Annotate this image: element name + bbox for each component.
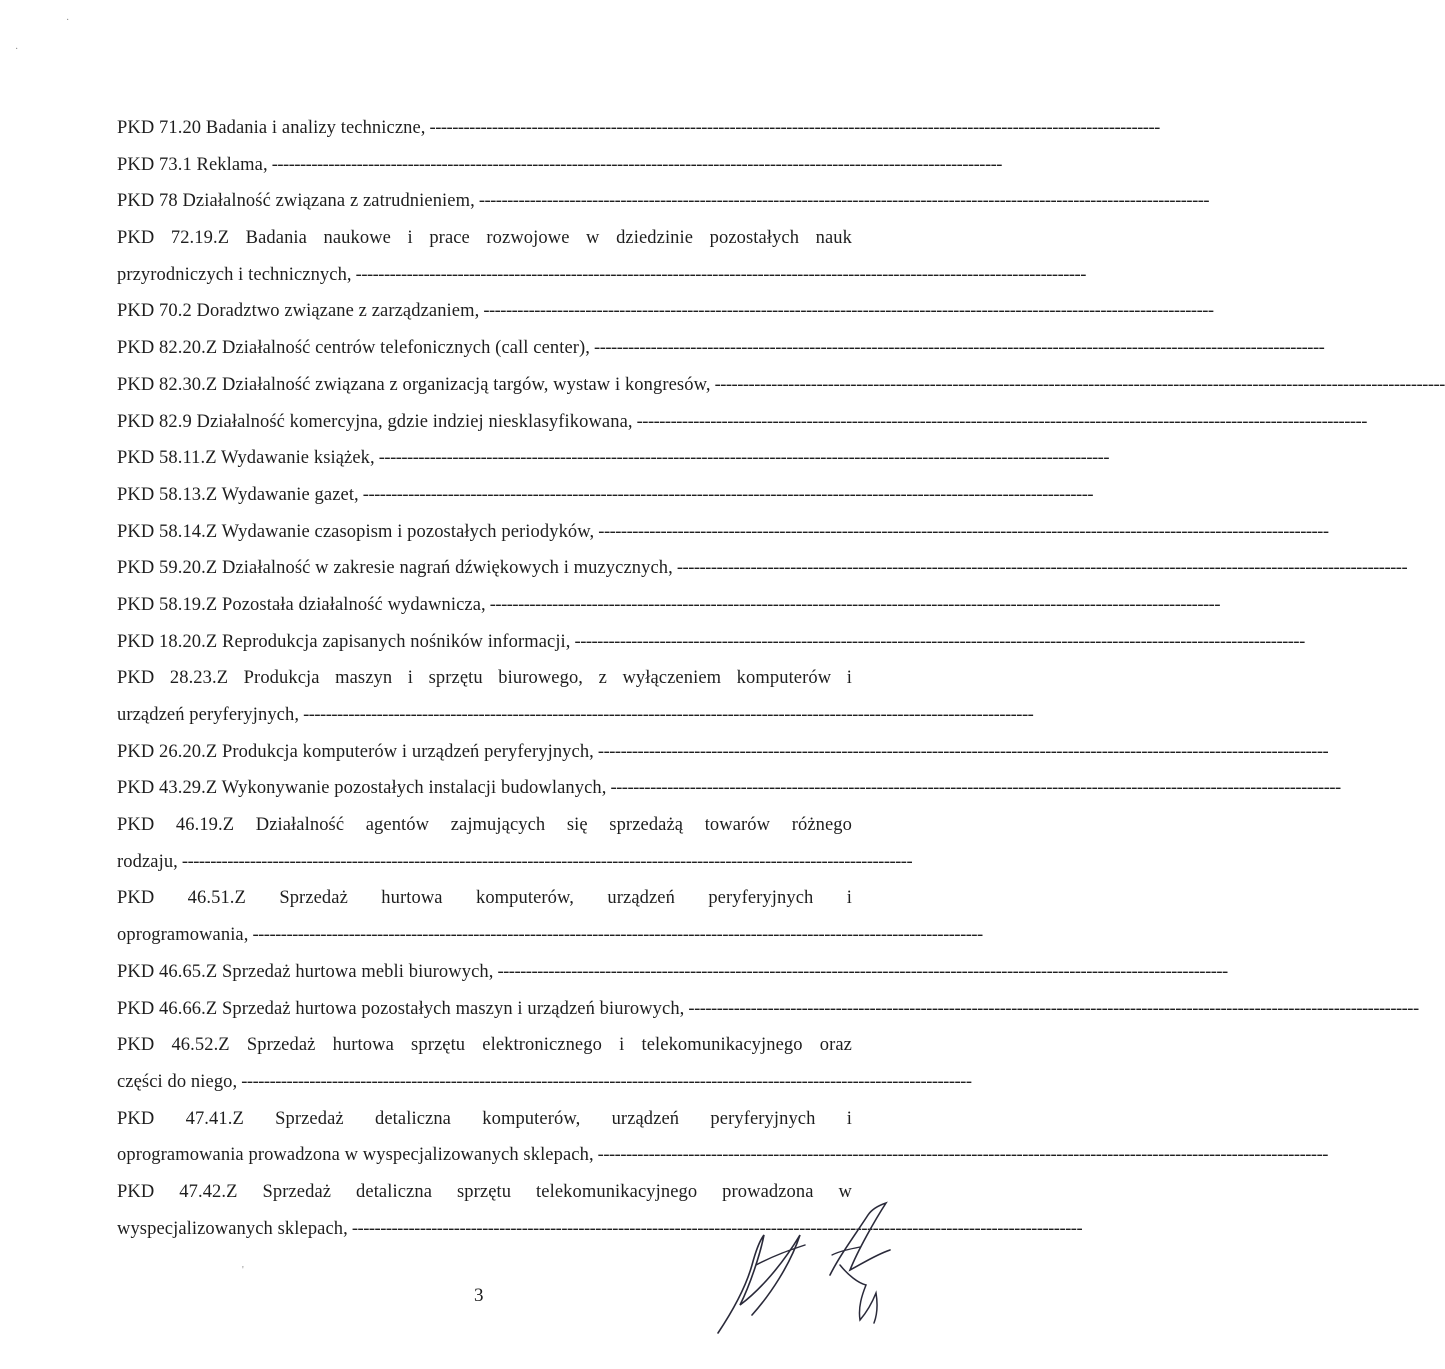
pkd-entry-line: [117, 587, 1220, 624]
dash-leader: ---------------------------------------------------------------------------------------------------------------------------------: [574, 631, 1305, 652]
pkd-entry-line: [117, 330, 1325, 367]
dash-leader: ---------------------------------------------------------------------------------------------------------------------------------: [362, 484, 1094, 505]
pkd-entry-line: [117, 807, 852, 844]
dash-leader: ---------------------------------------------------------------------------------------------------------------------------------: [241, 1071, 972, 1092]
dash-leader: ---------------------------------------------------------------------------------------------------------------------------------: [271, 154, 1002, 175]
dash-leader: ---------------------------------------------------------------------------------------------------------------------------------: [483, 301, 1214, 322]
scan-speck: ': [242, 1265, 244, 1276]
pkd-entry-line: [117, 991, 1419, 1028]
entry-text: PKD 28.23.Z Produkcja maszyn i sprzętu biurowego, z wyłączeniem komputerów i: [117, 668, 852, 689]
dash-leader: ---------------------------------------------------------------------------------------------------------------------------------: [378, 448, 1109, 469]
scan-speck: ·: [66, 15, 70, 26]
entry-text: oprogramowania prowadzona w wyspecjalizowanych sklepach,: [117, 1145, 594, 1166]
page-number: 3: [474, 1285, 484, 1306]
dash-leader: ---------------------------------------------------------------------------------------------------------------------------------: [597, 1145, 1328, 1166]
pkd-entry-line: [117, 880, 852, 917]
pkd-entry-line: [117, 697, 1034, 734]
entry-text: PKD 72.19.Z Badania naukowe i prace rozwojowe w dziedzinie pozostałych nauk: [117, 228, 852, 249]
entry-text: PKD 73.1 Reklama,: [117, 154, 268, 175]
entry-text: PKD 46.66.Z Sprzedaż hurtowa pozostałych maszyn i urządzeń biurowych,: [117, 998, 685, 1019]
dash-leader: ---------------------------------------------------------------------------------------------------------------------------------: [351, 1218, 1083, 1239]
pkd-entry-line: [117, 1064, 972, 1101]
entry-text: PKD 58.19.Z Pozostała działalność wydawnicza,: [117, 594, 486, 615]
dash-leader: ---------------------------------------------------------------------------------------------------------------------------------: [489, 594, 1220, 615]
entry-text: PKD 47.41.Z Sprzedaż detaliczna komputerów, urządzeń peryferyjnych i: [117, 1108, 852, 1129]
entry-text: PKD 18.20.Z Reprodukcja zapisanych nośników informacji,: [117, 631, 571, 652]
pkd-entry-line: [117, 367, 1445, 404]
pkd-entry-line: [117, 404, 1367, 441]
entry-text: PKD 82.9 Działalność komercyjna, gdzie indziej niesklasyfikowana,: [117, 411, 633, 432]
entry-text: PKD 46.51.Z Sprzedaż hurtowa komputerów, urządzeń peryferyjnych i: [117, 888, 852, 909]
dash-leader: ---------------------------------------------------------------------------------------------------------------------------------: [714, 374, 1445, 395]
entry-text: PKD 58.14.Z Wydawanie czasopism i pozostałych periodyków,: [117, 521, 595, 542]
pkd-entry-line: [117, 660, 852, 697]
pkd-code-list: [117, 110, 1445, 1247]
dash-leader: ---------------------------------------------------------------------------------------------------------------------------------: [252, 925, 983, 946]
scan-speck: ·: [15, 44, 19, 55]
pkd-entry-line: [117, 770, 1341, 807]
dash-leader: ---------------------------------------------------------------------------------------------------------------------------------: [181, 851, 913, 872]
entry-text: PKD 46.19.Z Działalność agentów zajmujących się sprzedażą towarów różnego: [117, 815, 852, 836]
pkd-entry-line: [117, 550, 1408, 587]
pkd-entry-line: [117, 147, 1002, 184]
pkd-entry-line: [117, 220, 852, 257]
entry-text: PKD 58.13.Z Wydawanie gazet,: [117, 484, 359, 505]
pkd-entry-line: [117, 954, 1228, 991]
pkd-entry-line: [117, 514, 1329, 551]
dash-leader: ---------------------------------------------------------------------------------------------------------------------------------: [478, 191, 1210, 212]
entry-text: rodzaju,: [117, 851, 178, 872]
pkd-entry-line: [117, 624, 1305, 661]
pkd-entry-line: [117, 110, 1160, 147]
dash-leader: ---------------------------------------------------------------------------------------------------------------------------------: [497, 961, 1228, 982]
entry-text: PKD 46.65.Z Sprzedaż hurtowa mebli biurowych,: [117, 961, 494, 982]
pkd-entry-line: [117, 477, 1094, 514]
entry-text: urządzeń peryferyjnych,: [117, 705, 300, 725]
pkd-entry-line: [117, 293, 1214, 330]
dash-leader: ---------------------------------------------------------------------------------------------------------------------------------: [598, 521, 1329, 542]
dash-leader: ---------------------------------------------------------------------------------------------------------------------------------: [429, 118, 1160, 138]
entry-text: wyspecjalizowanych sklepach,: [117, 1218, 348, 1239]
dash-leader: ---------------------------------------------------------------------------------------------------------------------------------: [610, 778, 1341, 799]
entry-text: PKD 59.20.Z Działalność w zakresie nagrań dźwiękowych i muzycznych,: [117, 558, 673, 579]
handwritten-signature: [690, 1195, 910, 1345]
entry-text: części do niego,: [117, 1071, 238, 1092]
pkd-entry-line: [117, 257, 1086, 294]
entry-text: przyrodniczych i technicznych,: [117, 264, 352, 285]
entry-text: PKD 47.42.Z Sprzedaż detaliczna sprzętu telekomunikacyjnego prowadzona w: [117, 1181, 852, 1202]
entry-text: PKD 71.20 Badania i analizy techniczne,: [117, 118, 426, 138]
dash-leader: ---------------------------------------------------------------------------------------------------------------------------------: [676, 558, 1408, 579]
pkd-entry-line: [117, 1137, 1328, 1174]
dash-leader: ---------------------------------------------------------------------------------------------------------------------------------: [355, 264, 1086, 285]
pkd-entry-line: [117, 1027, 852, 1064]
entry-text: PKD 26.20.Z Produkcja komputerów i urządzeń peryferyjnych,: [117, 741, 594, 762]
entry-text: oprogramowania,: [117, 925, 249, 946]
dash-leader: ---------------------------------------------------------------------------------------------------------------------------------: [636, 411, 1367, 432]
entry-text: PKD 58.11.Z Wydawanie książek,: [117, 448, 375, 469]
dash-leader: ---------------------------------------------------------------------------------------------------------------------------------: [303, 705, 1034, 725]
pkd-entry-line: [117, 440, 1109, 477]
entry-text: PKD 70.2 Doradztwo związane z zarządzaniem,: [117, 301, 480, 322]
entry-text: PKD 82.20.Z Działalność centrów telefonicznych (call center),: [117, 338, 591, 359]
entry-text: PKD 43.29.Z Wykonywanie pozostałych instalacji budowlanych,: [117, 778, 607, 799]
pkd-entry-line: [117, 917, 983, 954]
pkd-entry-line: [117, 844, 913, 881]
pkd-entry-line: [117, 1101, 852, 1138]
dash-leader: ---------------------------------------------------------------------------------------------------------------------------------: [688, 998, 1419, 1019]
pkd-entry-line: [117, 734, 1329, 771]
dash-leader: ---------------------------------------------------------------------------------------------------------------------------------: [597, 741, 1329, 762]
dash-leader: ---------------------------------------------------------------------------------------------------------------------------------: [594, 338, 1325, 359]
entry-text: PKD 78 Działalność związana z zatrudnieniem,: [117, 191, 475, 212]
entry-text: PKD 82.30.Z Działalność związana z organizacją targów, wystaw i kongresów,: [117, 374, 711, 395]
entry-text: PKD 46.52.Z Sprzedaż hurtowa sprzętu elektronicznego i telekomunikacyjnego oraz: [117, 1035, 852, 1056]
pkd-entry-line: [117, 183, 1210, 220]
